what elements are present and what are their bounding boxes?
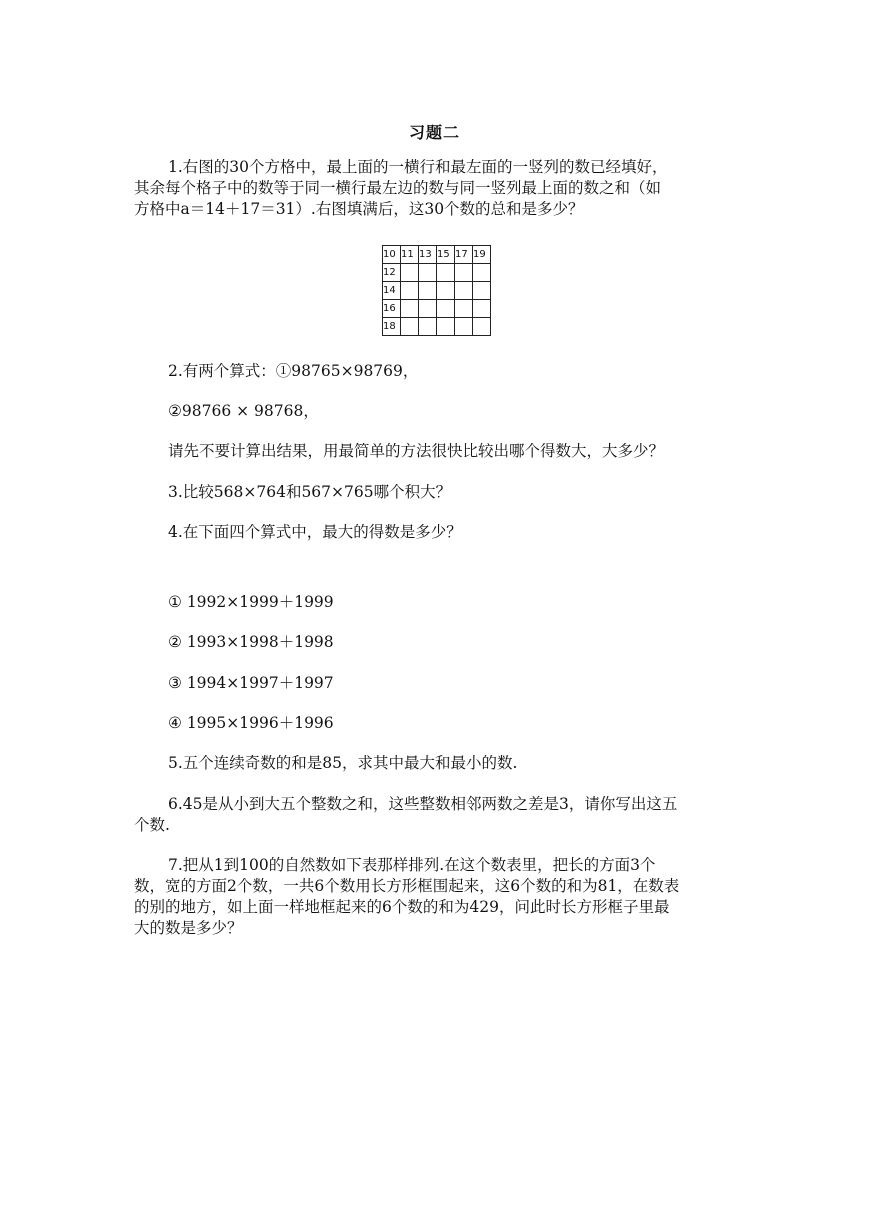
grid-cell (455, 282, 473, 300)
grid-cell (455, 318, 473, 336)
question-2-line-2: ②98766 × 98768， (168, 402, 319, 420)
grid-cell (455, 264, 473, 282)
grid-cell (419, 318, 437, 336)
question-4-option-1: ① 1992×1999＋1999 (168, 593, 334, 611)
grid-cell (455, 300, 473, 318)
question-2-line-1: 2.有两个算式：①98765×98769， (168, 362, 419, 380)
grid-cell (473, 264, 491, 282)
question-1 (134, 157, 739, 220)
grid-cell: 17 (455, 246, 473, 264)
question-7-line-2: 数，宽的方面2个数，一共6个数用长方形框围起来，这6个数的和为81，在数表 (134, 877, 680, 895)
question-4-option-4: ④ 1995×1996＋1996 (168, 714, 334, 732)
question-1-line-2: 其余每个格子中的数等于同一横行最左边的数与同一竖列最上面的数之和（如 (134, 179, 662, 197)
grid-cell: 14 (383, 282, 401, 300)
grid-row (383, 246, 491, 264)
question-4-stem: 4.在下面四个算式中，最大的得数是多少？ (168, 523, 462, 541)
question-4-option-2: ② 1993×1998＋1998 (168, 633, 334, 651)
grid-cell (401, 282, 419, 300)
question-7 (134, 855, 739, 939)
grid-cell: 16 (383, 300, 401, 318)
grid-cell (473, 282, 491, 300)
question-7-line-4: 大的数是多少？ (134, 919, 243, 937)
grid-cell (473, 300, 491, 318)
grid-row (383, 282, 491, 300)
grid-cell: 11 (401, 246, 419, 264)
question-1-line-3: 方格中a＝14＋17＝31）.右图填满后，这30个数的总和是多少？ (134, 200, 584, 218)
grid-cell: 12 (383, 264, 401, 282)
grid-row (383, 264, 491, 282)
question-5: 5.五个连续奇数的和是85，求其中最大和最小的数. (168, 754, 518, 772)
grid-cell (401, 300, 419, 318)
grid-cell (437, 300, 455, 318)
grid-cell (473, 318, 491, 336)
question-6 (134, 794, 739, 836)
question-2-line-3: 请先不要计算出结果，用最简单的方法很快比较出哪个得数大，大多少？ (168, 442, 665, 460)
question-4-option-3: ③ 1994×1997＋1997 (168, 674, 334, 692)
grid-cell: 15 (437, 246, 455, 264)
grid-cell: 10 (383, 246, 401, 264)
grid-cell (401, 264, 419, 282)
question-7-line-3: 的别的地方，如上面一样地框起来的6个数的和为429，问此时长方形框子里最 (134, 898, 670, 916)
grid-cell (437, 264, 455, 282)
grid-cell: 13 (419, 246, 437, 264)
page-title: 习题二 (408, 123, 460, 142)
grid-cell (401, 318, 419, 336)
grid-cell (419, 282, 437, 300)
number-grid (382, 245, 491, 336)
grid-cell: 18 (383, 318, 401, 336)
question-3: 3.比较568×764和567×765哪个积大？ (168, 483, 452, 501)
grid-cell (419, 300, 437, 318)
question-1-line-1: 1.右图的30个方格中，最上面的一横行和最左面的一竖列的数已经填好， (168, 158, 668, 176)
question-7-line-1: 7.把从1到100的自然数如下表那样排列.在这个数表里，把长的方面3个 (168, 856, 656, 874)
question-6-line-1: 6.45是从小到大五个整数之和，这些整数相邻两数之差是3，请你写出这五 (168, 795, 678, 813)
question-6-line-2: 个数. (134, 816, 170, 834)
grid-cell: 19 (473, 246, 491, 264)
grid-row (383, 318, 491, 336)
grid-cell (437, 318, 455, 336)
grid-cell (437, 282, 455, 300)
grid-row (383, 300, 491, 318)
grid-cell (419, 264, 437, 282)
